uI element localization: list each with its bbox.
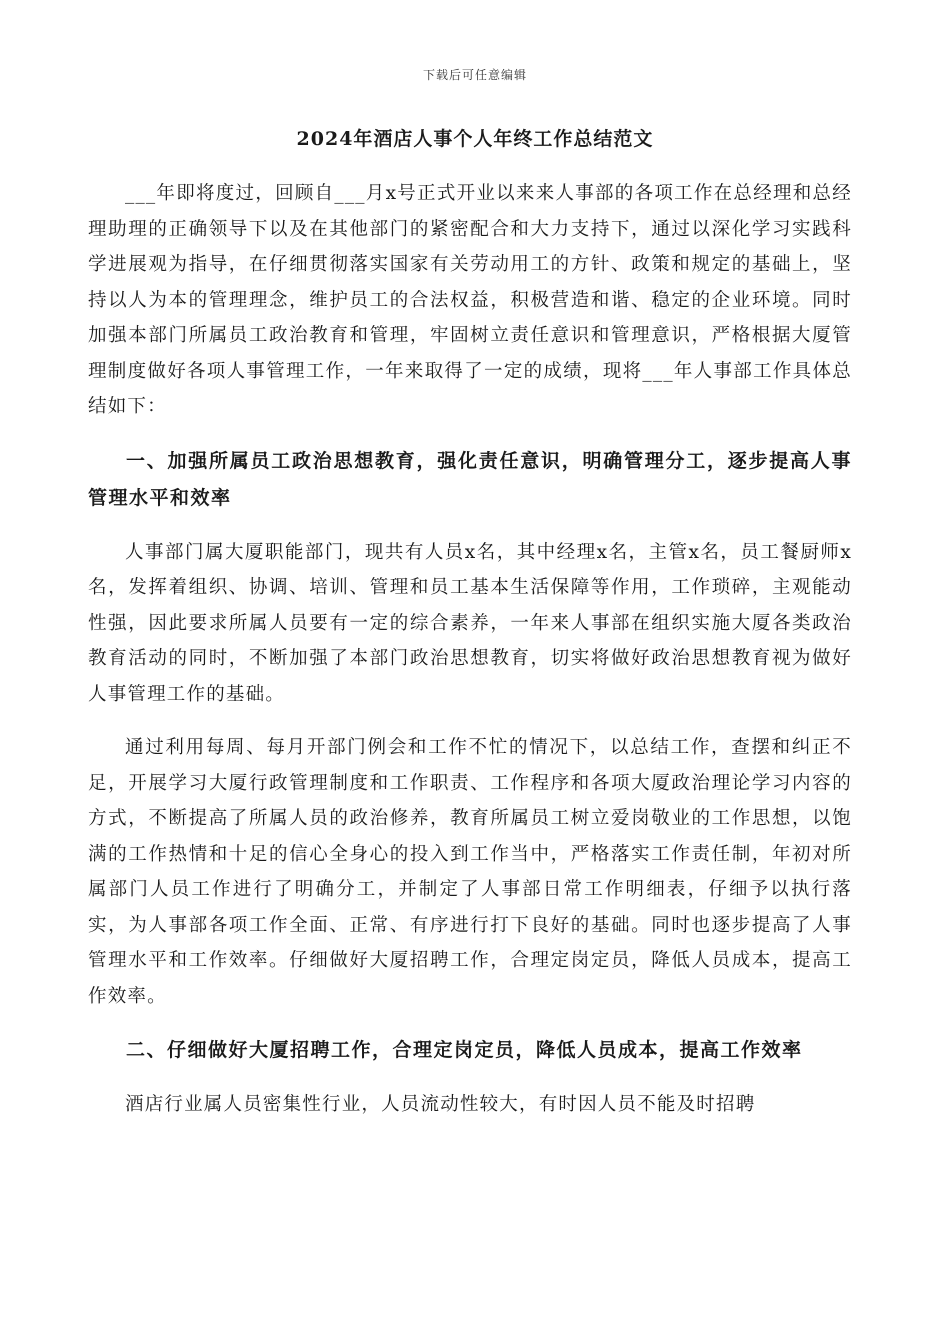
header-note: 下载后可任意编辑 <box>422 68 527 82</box>
section-1-paragraph-2: 通过利用每周、每月开部门例会和工作不忙的情况下，以总结工作，查摆和纠正不足，开展学习大厦行政管理制度和工作职责、工作程序和各项大厦政治理论学习内容的方式，不断提高了所属人员的政治修养，教育所属员工树立爱岗敬业的工作思想，以饱满的工作热情和十足的信心全身心的投入到工作当中，严格落实工作责任制，年初对所属部门人员工作进行了明确分工，并制定了人事部日常工作明细表，仔细予以执行落实，为人事部各项工作全面、正常、有序进行打下良好的基础。同时也逐步提高了人事管理水平和工作效率。仔细做好大厦招聘工作，合理定岗定员，降低人员成本，提高工作效率。 <box>88 737 852 1007</box>
section-1-heading: 一、加强所属员工政治思想教育，强化责任意识，明确管理分工，逐步提高人事管理水平和效率 <box>88 449 852 509</box>
section-1-paragraph-1: 人事部门属大厦职能部门，现共有人员x名，其中经理x名，主管x名，员工餐厨师x名，发挥着组织、协调、培训、管理和员工基本生活保障等作用，工作琐碎，主观能动性强，因此要求所属人员要有一定的综合素养，一年来人事部在组织实施大厦各类政治教育活动的同时，不断加强了本部门政治思想教育，切实将做好政治思想教育视为做好人事管理工作的基础。 <box>88 541 852 705</box>
document-body <box>88 176 852 1123</box>
document-title: 2024年酒店人事个人年终工作总结范文 <box>296 128 654 150</box>
intro-paragraph: ___年即将度过，回顾自___月x号正式开业以来来人事部的各项工作在总经理和总经理助理的正确领导下以及在其他部门的紧密配合和大力支持下，通过以深化学习实践科学进展观为指导，在仔细贯彻落实国家有关劳动用工的方针、政策和规定的基础上，坚持以人为本的管理理念，维护员工的合法权益，积极营造和谐、稳定的企业环境。同时加强本部门所属员工政治教育和管理，牢固树立责任意识和管理意识，严格根据大厦管理制度做好各项人事管理工作，一年来取得了一定的成绩，现将___年人事部工作具体总结如下： <box>88 183 852 417</box>
section-2-heading: 二、仔细做好大厦招聘工作，合理定岗定员，降低人员成本，提高工作效率 <box>126 1039 803 1061</box>
section-2-paragraph-1: 酒店行业属人员密集性行业，人员流动性较大，有时因人员不能及时招聘 <box>125 1094 756 1115</box>
